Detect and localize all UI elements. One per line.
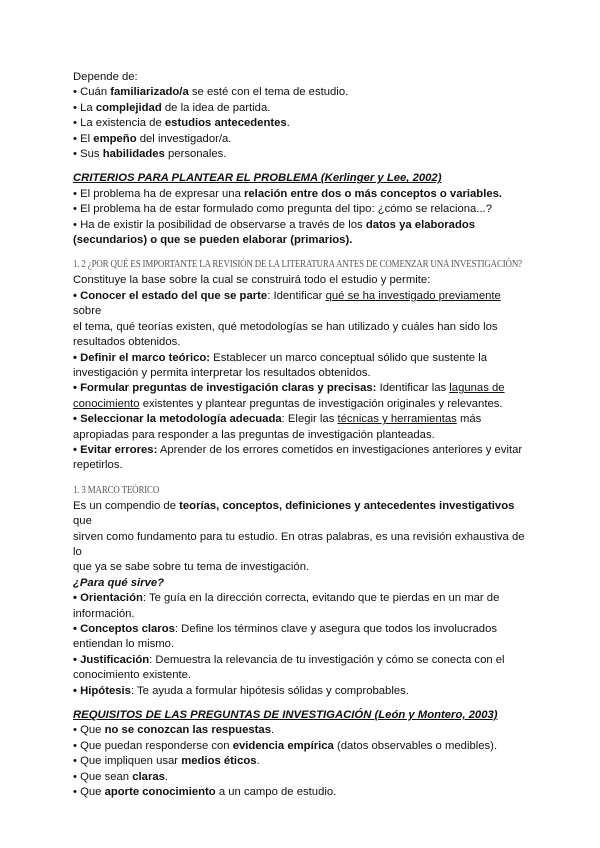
requisitos-heading: REQUISITOS DE LAS PREGUNTAS DE INVESTIGACIÓN (León y Montero, 2003) (73, 709, 498, 722)
list-item-cont: resultados obtenidos. (73, 336, 181, 349)
list-item-cont: repetirlos. (73, 459, 123, 472)
revision-lead: Constituye la base sobre la cual se construirá todo el estudio y permite: (73, 274, 431, 287)
list-item: • La existencia de estudios antecedentes. (73, 117, 290, 130)
marco-paragraph: Es un compendio de teorías, conceptos, definiciones y antecedentes investigativos que (73, 499, 515, 528)
marco-paragraph-cont: que ya se sabe sobre tu tema de investigación. (73, 561, 310, 574)
list-item: • Hipótesis: Te ayuda a formular hipótesis sólidas y comprobables. (73, 684, 409, 697)
list-item-cont: conocimiento existente. (73, 669, 192, 682)
list-item: • Evitar errores: Aprender de los errores cometidos en investigaciones anteriores y evitar (73, 443, 523, 456)
intro-lead: Depende de: (73, 71, 138, 83)
list-item: • Que puedan responderse con evidencia empírica (datos observables o medibles). (73, 739, 498, 752)
list-item-cont: conocimiento existentes y plantear preguntas de investigación originales y relevantes. (73, 397, 503, 410)
revision-heading: 1. 2 ¿POR QUÉ ES IMPORTANTE LA REVISIÓN DE LA LITERATURA ANTES DE COMENZAR UNA INVESTIGACIÓN? (73, 259, 522, 271)
list-item: • Conceptos claros: Define los términos clave y asegura que todos los involucrados (73, 623, 498, 635)
list-item: • Sus habilidades personales. (73, 148, 227, 161)
list-item-cont: información. (73, 607, 135, 620)
document-page (73, 70, 531, 800)
list-item: • Justificación: Demuestra la relevancia de tu investigación y cómo se conecta con el (73, 653, 505, 666)
list-item: • El problema ha de expresar una relación entre dos o más conceptos o variables. (73, 187, 503, 200)
list-item-cont: apropiadas para responder a las preguntas de investigación planteadas. (73, 428, 435, 441)
list-item: • Definir el marco teórico: Establecer un marco conceptual sólido que sustente la (73, 351, 487, 364)
list-item-cont: (secundarios) o que se pueden elaborar (primarios). (73, 234, 353, 247)
list-item: • El problema ha de estar formulado como pregunta del tipo: ¿cómo se relaciona...? (73, 203, 493, 216)
list-item-cont: el tema, qué teorías existen, qué metodologías se han utilizado y cuáles han sido los (73, 320, 498, 333)
list-item: • Cuán familiarizado/a se esté con el tema de estudio. (73, 86, 349, 99)
list-item: • Seleccionar la metodología adecuada: Elegir las técnicas y herramientas más (73, 413, 482, 426)
list-item-cont: entiendan lo mismo. (73, 638, 175, 651)
list-item: • Formular preguntas de investigación claras y precisas: Identificar las lagunas de (73, 382, 505, 395)
criterios-heading: CRITERIOS PARA PLANTEAR EL PROBLEMA (Kerlinger y Lee, 2002) (73, 172, 442, 185)
list-item: • Que aporte conocimiento a un campo de estudio. (73, 786, 337, 799)
marco-heading: 1. 3 MARCO TEÓRICO (73, 484, 160, 496)
list-item: • La complejidad de la idea de partida. (73, 101, 271, 114)
list-item: • El empeño del investigador/a. (73, 132, 232, 145)
list-item: • Orientación: Te guía en la dirección correcta, evitando que te pierdas en un mar de (73, 592, 500, 605)
list-item: • Ha de existir la posibilidad de observarse a través de los datos ya elaborados (73, 218, 476, 231)
list-item: • Conocer el estado del que se parte: Identificar qué se ha investigado previamente sobre (73, 289, 501, 318)
marco-subheading: ¿Para qué sirve? (73, 576, 165, 589)
list-item: • Que impliquen usar medios éticos. (73, 755, 260, 768)
marco-paragraph-cont: sirven como fundamento para tu estudio. En otras palabras, es una revisión exhaustiva de lo (73, 530, 525, 558)
list-item: • Que sean claras. (73, 770, 169, 783)
list-item: • Que no se conozcan las respuestas. (73, 724, 275, 737)
list-item-cont: investigación y permita interpretar los resultados obtenidos. (73, 366, 371, 379)
